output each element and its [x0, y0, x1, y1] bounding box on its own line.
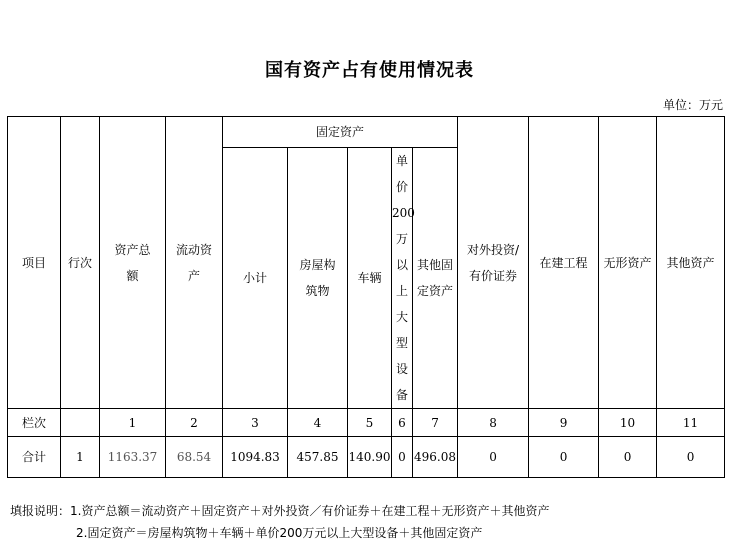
investment-value: 0 [458, 437, 529, 478]
column-number: 4 [288, 409, 348, 437]
other-fixed-value: 496.08 [413, 437, 458, 478]
header-other-fixed-line2: 定资产 [417, 284, 454, 298]
buildings-value: 457.85 [288, 437, 348, 478]
column-number: 8 [458, 409, 529, 437]
header-large-equipment-char: 型 [395, 336, 408, 350]
header-row-no: 行次 [61, 117, 100, 409]
header-large-equipment-char: 价 [395, 180, 408, 194]
column-number: 10 [599, 409, 657, 437]
header-large-equipment-char: 200 [392, 206, 415, 220]
unit-label: 单位：万元 [662, 98, 723, 112]
fill-instructions [10, 500, 549, 544]
header-investment-line2: 有价证券 [469, 268, 518, 283]
header-investment [458, 117, 529, 409]
column-number: 11 [657, 409, 725, 437]
column-number-row [8, 409, 725, 437]
column-number: 2 [166, 409, 223, 437]
header-large-equipment-char: 以 [395, 258, 408, 272]
header-other-assets: 其他资产 [657, 117, 725, 409]
header-large-equipment-char: 万 [395, 232, 408, 246]
header-large-equipment-char: 大 [395, 310, 408, 324]
total-assets-value: 1163.37 [100, 437, 166, 478]
column-number: 3 [223, 409, 288, 437]
intangible-value: 0 [599, 437, 657, 478]
total-row-number: 1 [61, 437, 100, 478]
note-line-2: 2.固定资产＝房屋构筑物＋车辆＋单价200万元以上大型设备＋其他固定资产 [76, 526, 483, 540]
header-current-assets-line2: 产 [187, 268, 200, 283]
header-construction: 在建工程 [529, 117, 599, 409]
header-current-assets-line1: 流动资 [175, 242, 212, 257]
header-subtotal: 小计 [223, 148, 288, 409]
header-item: 项目 [8, 117, 61, 409]
header-other-fixed [413, 148, 458, 409]
header-buildings [288, 148, 348, 409]
row-number [61, 409, 100, 437]
asset-table [7, 116, 725, 478]
note-line-1: 填报说明：1.资产总额＝流动资产＋固定资产＋对外投资／有价证券＋在建工程＋无形资产＋其他资产 [10, 504, 550, 518]
header-vehicles: 车辆 [348, 148, 392, 409]
header-total-assets-line1: 资产总 [114, 242, 151, 257]
header-current-assets [166, 117, 223, 409]
header-large-equipment [392, 148, 413, 409]
header-investment-line1: 对外投资/ [467, 242, 520, 257]
header-large-equipment-char: 单 [395, 154, 408, 168]
header-large-equipment-char: 上 [395, 284, 408, 298]
header-large-equipment-char: 设 [395, 362, 408, 376]
header-fixed-assets: 固定资产 [223, 117, 458, 148]
header-total-assets [100, 117, 166, 409]
header-other-fixed-line1: 其他固 [417, 258, 454, 272]
row-label: 栏次 [8, 409, 61, 437]
other-assets-value: 0 [657, 437, 725, 478]
column-number: 9 [529, 409, 599, 437]
column-number: 5 [348, 409, 392, 437]
current-assets-value: 68.54 [166, 437, 223, 478]
header-large-equipment-char: 备 [395, 388, 408, 402]
header-total-assets-line2: 额 [126, 268, 139, 283]
column-number: 1 [100, 409, 166, 437]
construction-value: 0 [529, 437, 599, 478]
header-intangible: 无形资产 [599, 117, 657, 409]
header-buildings-line1: 房屋构 [299, 258, 336, 272]
column-number: 7 [413, 409, 458, 437]
total-row [8, 437, 725, 478]
header-buildings-line2: 筑物 [305, 284, 330, 298]
fixed-subtotal-value: 1094.83 [223, 437, 288, 478]
vehicles-value: 140.90 [348, 437, 392, 478]
page-title: 国有资产占有使用情况表 [265, 60, 474, 81]
total-label: 合计 [8, 437, 61, 478]
large-equipment-value: 0 [392, 437, 413, 478]
column-number: 6 [392, 409, 413, 437]
